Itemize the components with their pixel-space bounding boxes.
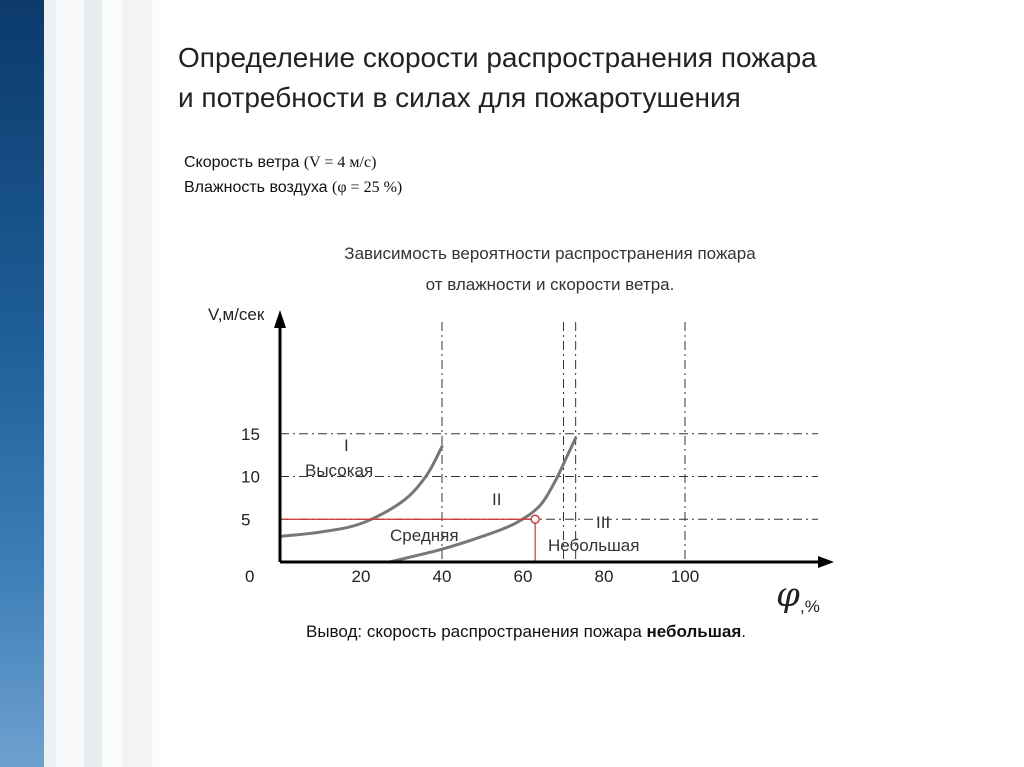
chart-title-line2: от влажности и скорости ветра.: [425, 275, 675, 294]
zone-1-roman: I: [344, 436, 349, 455]
chart-title-line1: Зависимость вероятности распространения пожара: [344, 244, 756, 263]
origin-label: 0: [245, 567, 255, 586]
conclusion: [306, 622, 746, 642]
x-tick-label: 20: [351, 567, 371, 586]
x-tick-label: 80: [594, 567, 614, 586]
y-tick-label: 10: [241, 467, 260, 487]
y-axis-arrow: [274, 310, 286, 328]
humidity-value: (φ = 25 %): [331, 179, 403, 196]
y-tick-label: 15: [241, 424, 260, 444]
conclusion-value: небольшая: [646, 622, 742, 641]
grid-layer: [280, 322, 818, 562]
axis-layer: [274, 310, 834, 568]
conclusion-suffix: .: [741, 622, 747, 641]
x-tick-label: 60: [513, 567, 533, 586]
x-axis-arrow: [818, 556, 834, 568]
conclusion-prefix: Вывод: скорость распространения пожара: [306, 622, 647, 641]
y-tick-label: 5: [241, 510, 251, 530]
marker-point: [531, 515, 539, 523]
zone-2-roman: II: [492, 490, 502, 509]
wind-value: (V = 4 м/с): [303, 154, 377, 171]
zone-3-roman: III: [596, 513, 611, 532]
x-tick-label: 40: [432, 567, 452, 586]
zone-3-label: Небольшая: [548, 536, 640, 555]
slide-title-line1: Определение скорости распространения пожара: [178, 42, 817, 73]
zone-1-label: Высокая: [305, 461, 374, 480]
x-axis-label: ,%: [800, 597, 820, 616]
wind-label: Скорость ветра: [184, 154, 300, 171]
humidity-label: Влажность воздуха: [184, 179, 328, 196]
zone-2-label: Средняя: [390, 526, 459, 545]
y-axis-label: V,м/сек: [208, 305, 265, 324]
x-axis-symbol: φ: [776, 575, 800, 615]
label-layer: [208, 305, 820, 616]
x-tick-label: 100: [670, 567, 700, 586]
slide-title-line2: и потребности в силах для пожаротушения: [178, 82, 741, 113]
